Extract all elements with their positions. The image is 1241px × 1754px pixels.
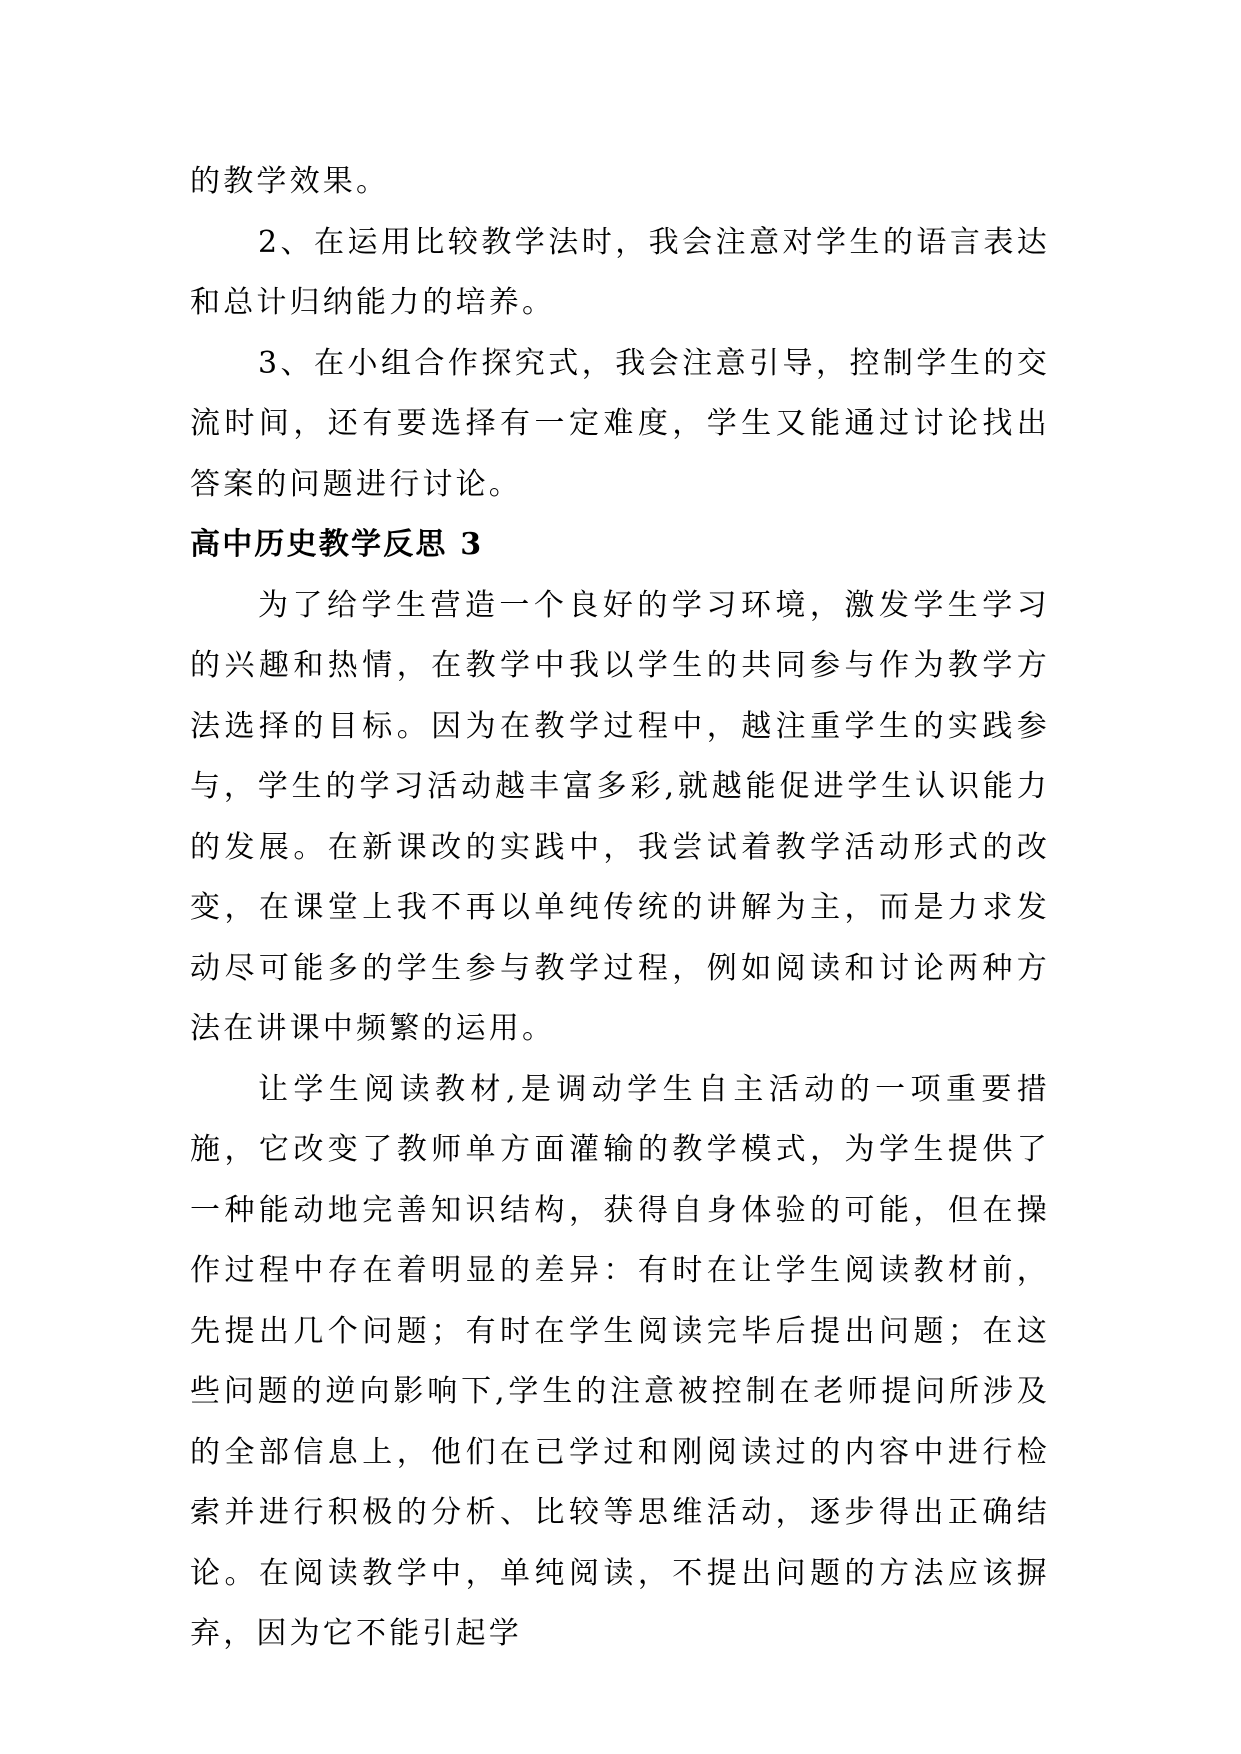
paragraph-point-2: 2、在运用比较教学法时，我会注意对学生的语言表达和总计归纳能力的培养。 <box>190 224 1050 320</box>
paragraph-point-3: 3、在小组合作探究式，我会注意引导，控制学生的交流时间，还有要选择有一定难度，学生又能通过讨论找出答案的问题进行讨论。 <box>190 345 1050 502</box>
section-title: 高中历史教学反思 3 <box>190 527 484 562</box>
paragraph-continuation: 的教学效果。 <box>190 164 390 199</box>
document-body <box>190 152 1050 1665</box>
paragraph-reading-textbook: 让学生阅读教材,是调动学生自主活动的一项重要措施，它改变了教师单方面灌输的教学模式，为学生提供了一种能动地完善知识结构，获得自身体验的可能，但在操作过程中存在着明显的差异：有时在让学生阅读教材前，先提出几个问题；有时在学生阅读完毕后提出问题；在这些问题的逆向影响下,学生的注意被控制在老师提问所涉及的全部信息上，他们在已学过和刚阅读过的内容中进行检索并进行积极的分析、比较等思维活动，逐步得出正确结论。在阅读教学中，单纯阅读，不提出问题的方法应该摒弃，因为它不能引起学 <box>190 1071 1050 1651</box>
paragraph-learning-environment: 为了给学生营造一个良好的学习环境，激发学生学习的兴趣和热情，在教学中我以学生的共同参与作为教学方法选择的目标。因为在教学过程中，越注重学生的实践参与，学生的学习活动越丰富多彩,就越能促进学生认识能力的发展。在新课改的实践中，我尝试着教学活动形式的改变，在课堂上我不再以单纯传统的讲解为主，而是力求发动尽可能多的学生参与教学过程，例如阅读和讨论两种方法在讲课中频繁的运用。 <box>190 587 1050 1046</box>
